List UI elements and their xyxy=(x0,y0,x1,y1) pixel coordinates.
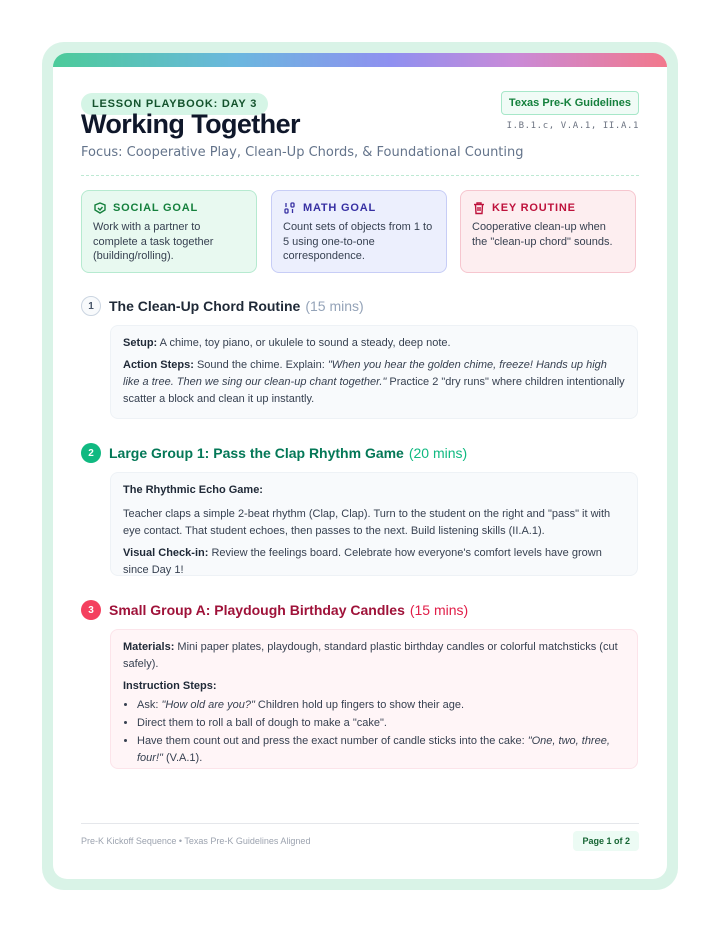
step-1-text-2: Children hold up fingers to show their age. xyxy=(254,699,464,711)
visual-checkin-text: Review the feelings board. Celebrate how everyone's comfort levels have grown since Day 1! xyxy=(123,547,602,576)
standards-codes: I.B.1.c, V.A.1, II.A.1 xyxy=(506,121,639,131)
math-goal-card xyxy=(271,190,447,273)
materials-label: Materials: xyxy=(123,641,175,653)
key-routine-card xyxy=(460,190,636,273)
step-2-text: Direct them to roll a ball of dough to make a "cake". xyxy=(137,717,387,729)
math-goal-body: Count sets of objects from 1 to 5 using one-to-one correspondence. xyxy=(283,221,433,262)
section-1-header xyxy=(81,296,364,316)
action-steps-label: Action Steps: xyxy=(123,359,194,371)
step-1-quote: "How old are you?" xyxy=(161,699,255,711)
handshake-heart-icon xyxy=(93,201,107,215)
focus-line: Focus: Cooperative Play, Clean-Up Chords, & Foundational Counting xyxy=(81,145,524,160)
list-item xyxy=(137,715,625,732)
trash-icon xyxy=(472,201,486,215)
key-routine-title: KEY ROUTINE xyxy=(492,202,576,214)
lesson-card xyxy=(53,53,667,879)
setup-text: A chime, toy piano, or ukulele to sound a steady, deep note. xyxy=(157,337,451,349)
action-steps-quote: "When you hear the golden chime, freeze! Hands up high like a tree. Then we sing our clean-up chant together." xyxy=(123,359,607,388)
numbers-icon xyxy=(283,201,297,215)
section-3-box xyxy=(110,629,638,769)
visual-checkin-label: Visual Check-in: xyxy=(123,547,209,559)
social-goal-title: SOCIAL GOAL xyxy=(113,202,198,214)
section-1-duration: (15 mins) xyxy=(305,298,364,314)
math-goal-title: MATH GOAL xyxy=(303,202,376,214)
section-2-header xyxy=(81,443,467,463)
action-steps-text: Sound the chime. Explain: xyxy=(193,359,328,371)
header-divider xyxy=(81,175,639,176)
step-3-text: Have them count out and press the exact number of candle sticks into the cake: xyxy=(137,735,528,747)
instruction-steps-label: Instruction Steps: xyxy=(123,680,217,692)
materials-text: Mini paper plates, playdough, standard plastic birthday candles or colorful matchsticks (cut safely). xyxy=(123,641,618,670)
page-frame xyxy=(42,42,678,890)
footer-divider xyxy=(81,823,639,824)
section-3-number: 3 xyxy=(81,600,101,620)
section-1-title: The Clean-Up Chord Routine xyxy=(109,298,301,314)
instruction-steps-list xyxy=(123,697,625,767)
page-title: Working Together xyxy=(81,109,300,139)
step-3-quote: "One, two, three, four!" xyxy=(137,735,610,764)
section-3-title: Small Group A: Playdough Birthday Candles xyxy=(109,602,405,618)
section-3-duration: (15 mins) xyxy=(409,602,469,618)
action-steps-text-2: Practice 2 "dry runs" where children intentionally scatter a block and clean it up instantly. xyxy=(123,376,625,405)
list-item xyxy=(137,733,625,767)
page-number-badge: Page 1 of 2 xyxy=(573,831,639,851)
footer-sequence: Pre-K Kickoff Sequence • Texas Pre-K Guidelines Aligned xyxy=(81,836,311,846)
step-1-text: Ask: xyxy=(137,699,162,711)
section-2-duration: (20 mins) xyxy=(408,445,468,461)
gradient-top-bar xyxy=(53,53,667,67)
setup-label: Setup: xyxy=(123,337,158,349)
section-3-header xyxy=(81,600,468,620)
key-routine-body: Cooperative clean-up when the "clean-up chord" sounds. xyxy=(472,221,613,248)
social-goal-body: Work with a partner to complete a task together (building/rolling). xyxy=(93,221,214,262)
section-2-box xyxy=(110,472,638,576)
rhythmic-echo-subhead: The Rhythmic Echo Game: xyxy=(123,484,263,496)
section-1-number: 1 xyxy=(81,296,101,316)
section-1-box xyxy=(110,325,638,419)
section-2-number: 2 xyxy=(81,443,101,463)
social-goal-card xyxy=(81,190,257,273)
standards-badge: Texas Pre-K Guidelines xyxy=(501,91,639,115)
list-item xyxy=(137,697,625,714)
step-3-text-2: (V.A.1). xyxy=(162,752,203,764)
rhythmic-echo-body: Teacher claps a simple 2-beat rhythm (Clap, Clap). Turn to the student on the right and "pass" it with eye contact. That student echoes, then passes to the next. Build listening skills (II.A.1). xyxy=(123,508,611,537)
lesson-day-pill: LESSON PLAYBOOK: DAY 3 xyxy=(81,93,268,115)
section-2-title: Large Group 1: Pass the Clap Rhythm Game xyxy=(109,445,404,461)
